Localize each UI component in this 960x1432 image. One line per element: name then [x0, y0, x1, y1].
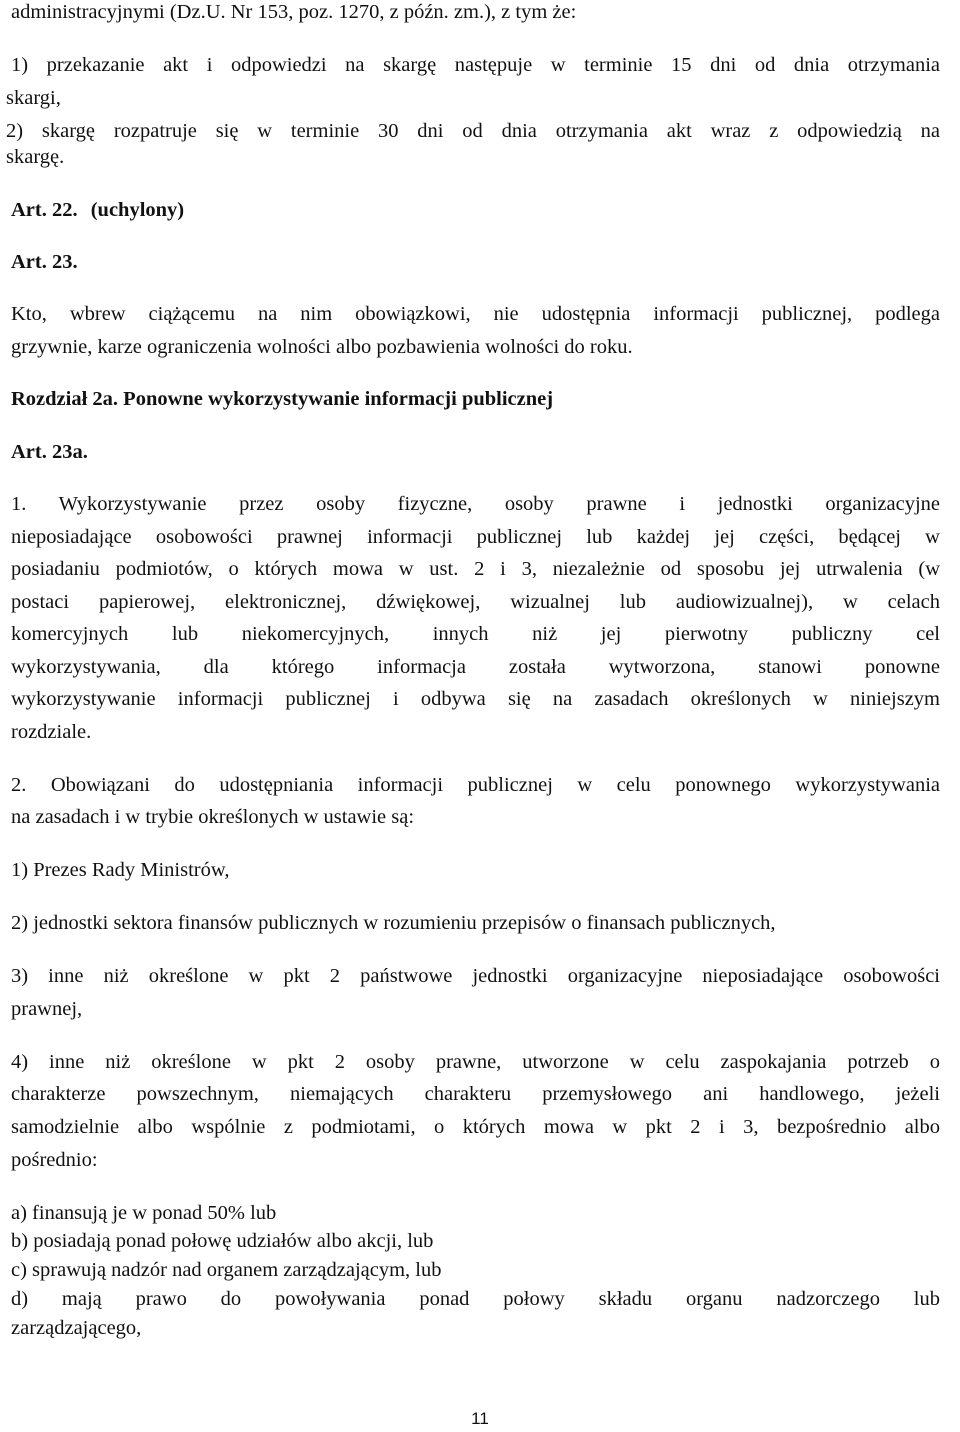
article-number: Art. 22.	[11, 199, 78, 221]
text-line: grzywnie, karze ograniczenia wolności albo pozbawienia wolności do roku.	[11, 336, 633, 358]
text-line: prawnej,	[11, 998, 83, 1020]
article-heading	[11, 198, 184, 222]
text-line: 2) skargę rozpatruje się w terminie 30 dni od dnia otrzymania akt wraz z odpowiedzią na	[6, 120, 940, 142]
text-line: Kto, wbrew ciążącemu na nim obowiązkowi, nie udostępnia informacji publicznej, podlega	[11, 303, 940, 325]
text-line: skargi,	[6, 87, 61, 109]
text-line: posiadaniu podmiotów, o których mowa w ust. 2 i 3, niezależnie od sposobu jej utrwalenia (w	[11, 558, 940, 580]
list-item: 2) jednostki sektora finansów publicznych w rozumieniu przepisów o finansach publicznych,	[11, 912, 776, 934]
list-item: c) sprawują nadzór nad organem zarządzającym, lub	[11, 1259, 442, 1281]
page-number: 11	[471, 1409, 489, 1428]
text-line: 1) przekazanie akt i odpowiedzi na skargę następuje w terminie 15 dni od dnia otrzymania	[11, 54, 940, 76]
text-line: zarządzającego,	[11, 1317, 142, 1339]
list-item: 4) inne niż określone w pkt 2 osoby prawne, utworzone w celu zaspokajania potrzeb o	[11, 1051, 940, 1073]
text-line: nieposiadające osobowości prawnej informacji publicznej lub każdej jej części, będącej w	[11, 526, 940, 548]
list-item: 1) Prezes Rady Ministrów,	[11, 859, 230, 881]
text-line: wykorzystywania, dla którego informacja została wytworzona, stanowi ponowne	[11, 656, 940, 678]
list-item: d) mają prawo do powoływania ponad połowy składu organu nadzorczego lub	[11, 1288, 940, 1310]
text-line: administracyjnymi (Dz.U. Nr 153, poz. 1270, z późn. zm.), z tym że:	[11, 1, 577, 23]
text-line: rozdziale.	[11, 721, 92, 743]
text-line: 1. Wykorzystywanie przez osoby fizyczne, osoby prawne i jednostki organizacyjne	[11, 493, 940, 515]
text-line: 2. Obowiązani do udostępniania informacji publicznej w celu ponownego wykorzystywania	[11, 774, 940, 796]
text-line: na zasadach i w trybie określonych w ustawie są:	[11, 806, 415, 828]
text-line: wykorzystywanie informacji publicznej i odbywa się na zasadach określonych w niniejszym	[11, 688, 940, 710]
list-item: a) finansują je w ponad 50% lub	[11, 1202, 277, 1224]
text-line: komercyjnych lub niekomercyjnych, innych niż jej pierwotny publiczny cel	[11, 623, 940, 645]
article-heading: Art. 23.	[11, 251, 78, 273]
text-line: postaci papierowej, elektronicznej, dźwiękowej, wizualnej lub audiowizualnej), w celach	[11, 591, 940, 613]
text-line: skargę.	[6, 146, 65, 168]
article-heading: Art. 23a.	[11, 441, 88, 463]
list-item: 3) inne niż określone w pkt 2 państwowe jednostki organizacyjne nieposiadające osobowości	[11, 965, 940, 987]
text-line: samodzielnie albo wspólnie z podmiotami, o których mowa w pkt 2 i 3, bezpośrednio albo	[11, 1116, 940, 1138]
chapter-heading: Rozdział 2a. Ponowne wykorzystywanie informacji publicznej	[11, 388, 554, 410]
text-line: charakterze powszechnym, niemających charakteru przemysłowego ani handlowego, jeżeli	[11, 1083, 940, 1105]
list-item: b) posiadają ponad połowę udziałów albo akcji, lub	[11, 1230, 434, 1252]
text-line: pośrednio:	[11, 1149, 98, 1171]
article-note: (uchylony)	[90, 199, 185, 221]
